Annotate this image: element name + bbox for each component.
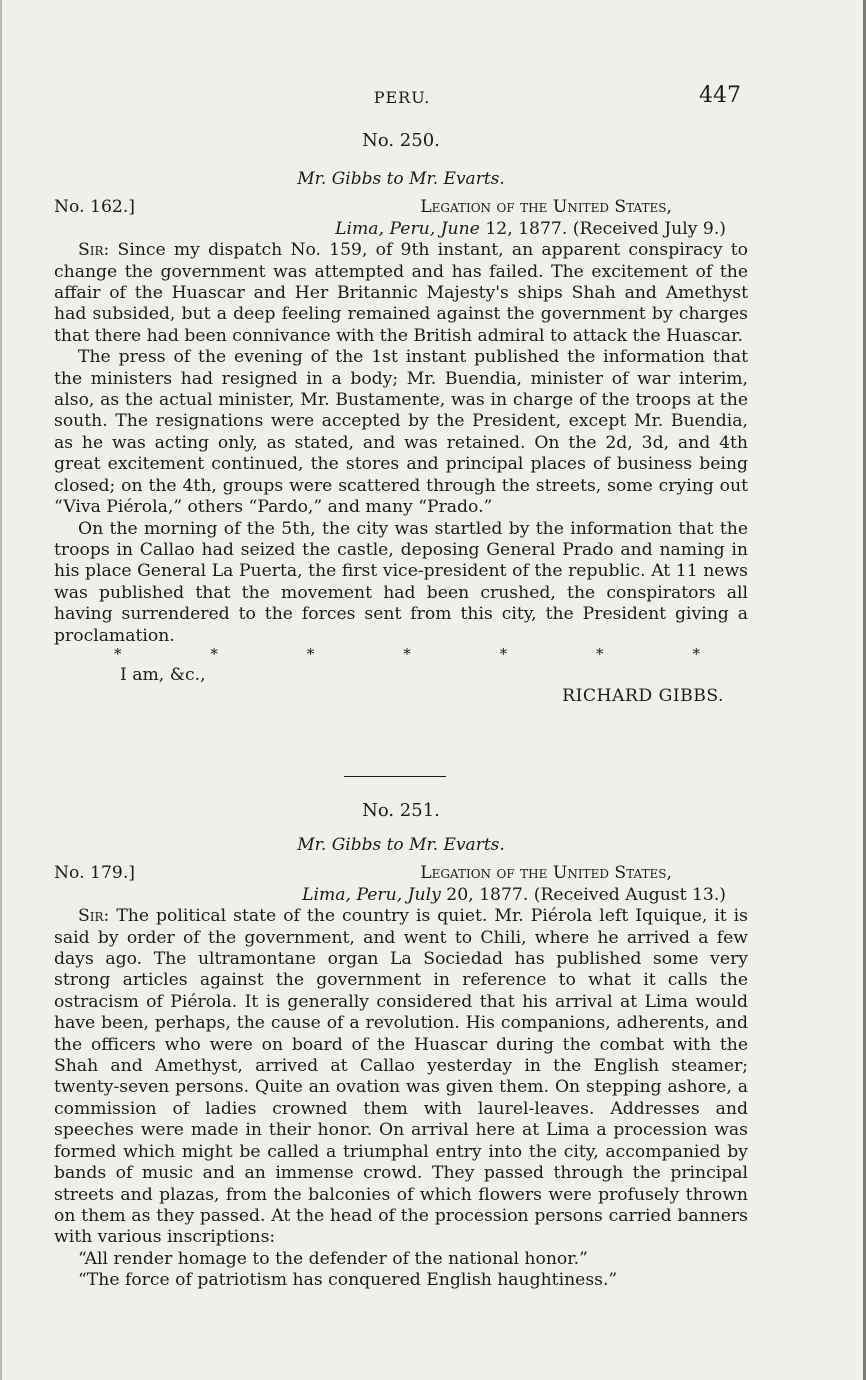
dateline bbox=[54, 219, 748, 240]
quoted-inscription: “All render homage to the defender of the national honor.” bbox=[78, 1248, 588, 1269]
dispatch-reference: No. 162.] bbox=[54, 196, 135, 217]
signature: RICHARD GIBBS. bbox=[562, 686, 724, 707]
salutation: Sir: bbox=[78, 906, 110, 927]
star: * bbox=[210, 644, 218, 663]
star: * bbox=[499, 644, 508, 663]
star: * bbox=[306, 644, 315, 663]
sender-heading: Legation of the United States, bbox=[420, 862, 672, 883]
sender-heading: Legation of the United States, bbox=[420, 196, 672, 217]
section-divider bbox=[344, 776, 446, 777]
omission-stars bbox=[54, 644, 748, 663]
body-paragraph bbox=[54, 347, 748, 518]
dateline bbox=[54, 885, 748, 906]
body-paragraph bbox=[54, 906, 748, 1249]
paragraph-text: The political state of the country is quiet. Mr. Piérola left Iquique, it is said by order of the government, and went to Chili, where he arrived a few days ago. The ultramontane organ La Sociedad has published some very strong articles against the government in reference to what it calls the ostracism of Piérola. It is generally considered that his arrival at Lima would have been, perhaps, the cause of a revolution. His companions, adherents, and the officers who were on board of the Huascar during the combat with the Shah and Amethyst, arrived at Callao yesterday in the English steamer; twenty-seven persons. Quite an ovation was given them. On stepping ashore, a commission of ladies crowned them with laurel-leaves. Addresses and speeches were made in their honor. On arrival here at Lima a procession was formed which might be called a triumphal entry into the city, accompanied by bands of music and an immense crowd. They passed through the principal streets and plazas, from the balconies of which flowers were profusely thrown on them as they passed. At the head of the procession persons carried banners with various inscriptions: bbox=[54, 906, 748, 1248]
dateline-rest: 20, 1877. (Received August 13.) bbox=[446, 884, 726, 905]
star: * bbox=[596, 644, 604, 663]
reference-line bbox=[54, 197, 748, 219]
running-title: PERU. bbox=[373, 88, 431, 107]
dispatch-reference: No. 179.] bbox=[54, 862, 135, 883]
paragraph-text: The press of the evening of the 1st instant published the information that the ministers had resigned in a body; Mr. Buendia, minister of war interim, also, as the actual minister, Mr. Bustamente, was in charge of the troops at the south. The resignations were accepted by the President, except Mr. Buendia, as he was acting only, as stated, and was retained. On the 2d, 3d, and 4th great excitement continued, the stores and principal places of business being closed; on the 4th, groups were scattered through the streets, some crying out “Viva Piérola,” others “Pardo,” and many “Prado.” bbox=[54, 347, 748, 518]
quoted-inscription: “The force of patriotism has conquered English haughtiness.” bbox=[78, 1270, 618, 1291]
paragraph-text: On the morning of the 5th, the city was startled by the information that the troops in Callao had seized the castle, deposing General Prado and naming in his place General La Puerta, the first vice-president of the republic. At 11 news was published that the movement had been crushed, the conspirators all having surrendered to the forces sent from this city, the President giving a proclamation. bbox=[54, 518, 748, 646]
document-subject: Mr. Gibbs to Mr. Evarts. bbox=[297, 835, 505, 856]
dateline-place: Lima, Peru, June bbox=[335, 218, 480, 239]
salutation: Sir: bbox=[78, 240, 110, 261]
document-number: No. 250. bbox=[362, 130, 440, 151]
star: * bbox=[403, 644, 411, 663]
dispatch-250 bbox=[54, 130, 748, 708]
closing: I am, &c., bbox=[120, 664, 206, 685]
reference-line bbox=[54, 863, 748, 885]
body-paragraph bbox=[54, 519, 748, 647]
page-number: 447 bbox=[699, 83, 741, 108]
dispatch-251 bbox=[54, 800, 748, 1292]
dateline-rest: 12, 1877. (Received July 9.) bbox=[485, 218, 726, 239]
star: * bbox=[114, 644, 122, 663]
star: * bbox=[692, 644, 700, 663]
document-number: No. 251. bbox=[362, 800, 440, 821]
body-paragraph bbox=[54, 240, 748, 347]
paragraph-text: Since my dispatch No. 159, of 9th instant, an apparent conspiracy to change the government was attempted and has failed. The excitement of the affair of the Huascar and Her Britannic Majesty's ships Shah and Amethyst had subsided, but a deep feeling remained against the government by charges that there had been connivance with the British admiral to attack the Huascar. bbox=[54, 240, 748, 346]
document-subject: Mr. Gibbs to Mr. Evarts. bbox=[297, 169, 505, 190]
dateline-place: Lima, Peru, July bbox=[302, 884, 441, 905]
